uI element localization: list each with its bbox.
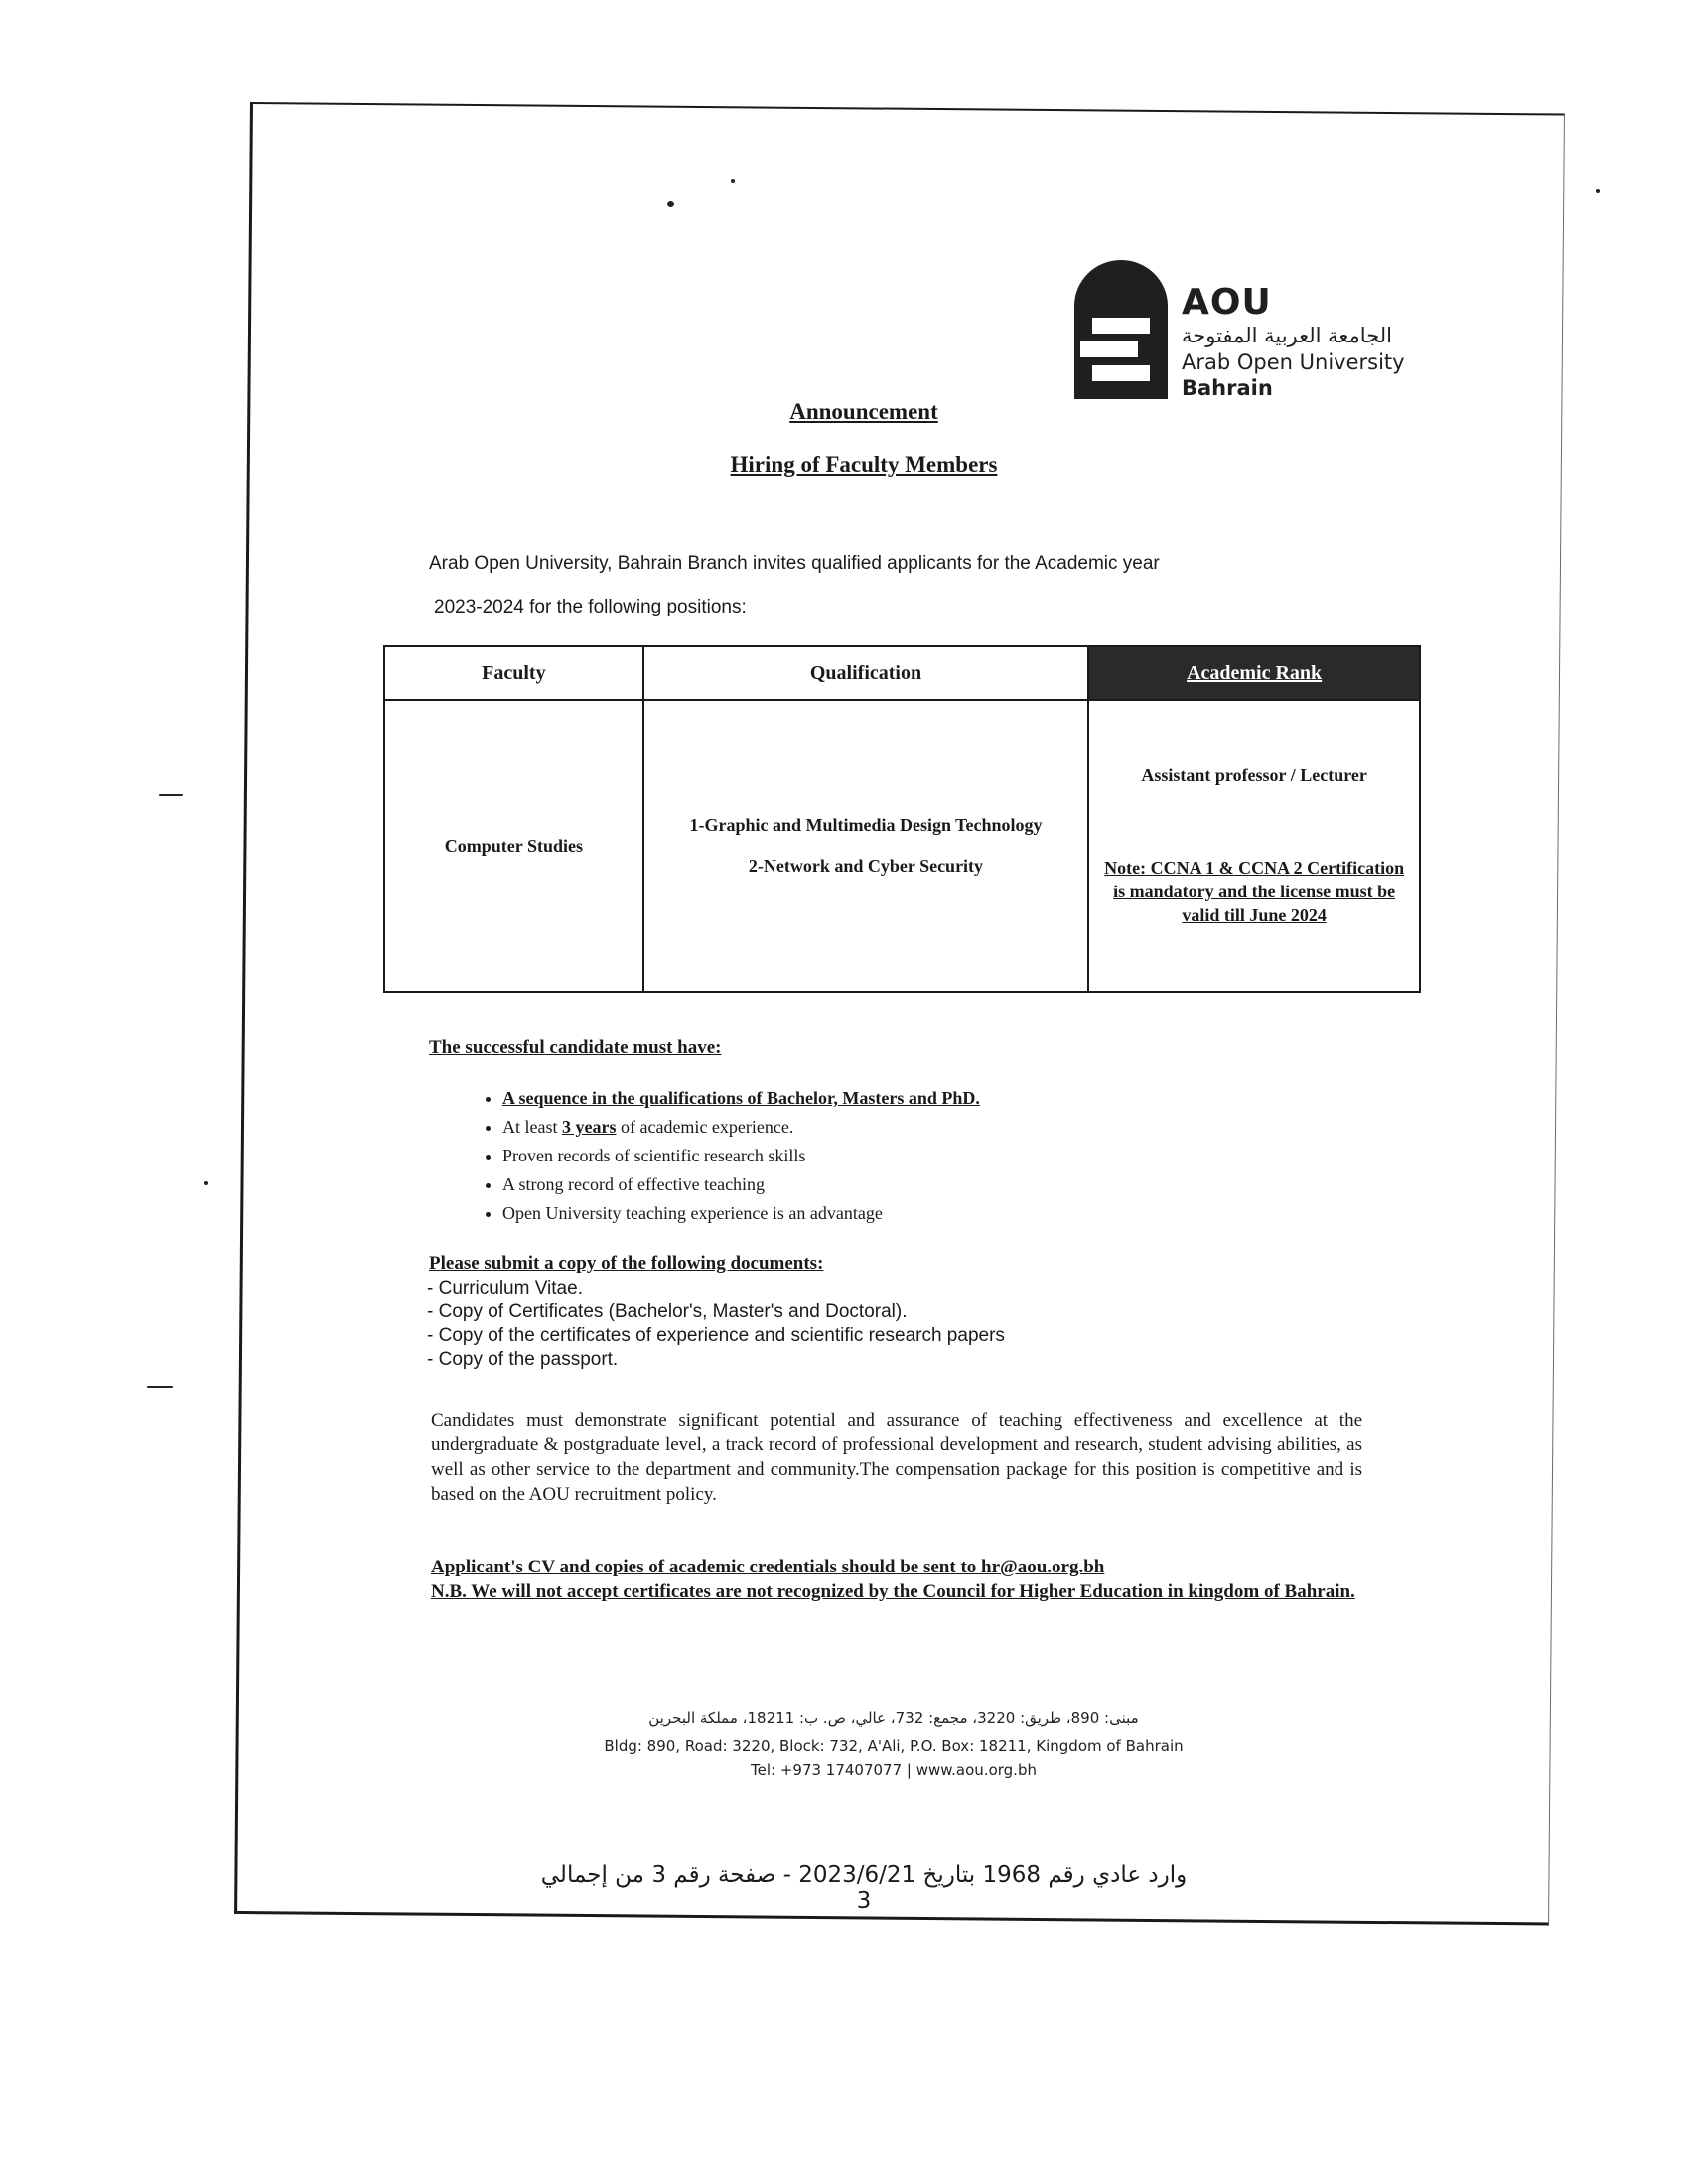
logo-wordmark <box>1182 284 1405 401</box>
application-instructions <box>431 1555 1362 1604</box>
scan-speck <box>667 201 674 207</box>
list-item <box>502 1084 1197 1113</box>
footer-address: Bldg: 890, Road: 3220, Block: 732, A'Ali, P.O. Box: 18211, Kingdom of Bahrain <box>604 1737 1184 1755</box>
scan-speck <box>159 794 183 796</box>
send-instruction: Applicant's CV and copies of academic credentials should be sent to hr@aou.org.bh <box>431 1557 1105 1577</box>
documents-list <box>427 1277 1005 1372</box>
footer-contact: Tel: +973 17407077 | www.aou.org.bh <box>751 1761 1037 1779</box>
requirement-text: A sequence in the qualifications of Bachelor, Masters and PhD. <box>502 1088 980 1108</box>
positions-table <box>383 645 1421 993</box>
list-item: • Proven records of scientific research skills <box>502 1142 1197 1170</box>
page-title: Announcement <box>789 399 938 424</box>
logo-arabic-name: الجامعة العربية المفتوحة <box>1182 324 1392 347</box>
rank-title: Assistant professor / Lecturer <box>1141 764 1367 785</box>
header-academic-rank <box>1088 646 1420 700</box>
requirement-text: At least <box>502 1117 558 1137</box>
scan-speck <box>1596 189 1600 193</box>
cell-faculty: Computer Studies <box>384 700 643 992</box>
aou-logo-icon <box>1074 260 1168 399</box>
qualification-item: 1-Graphic and Multimedia Design Technology <box>689 815 1043 835</box>
list-item: - Copy of Certificates (Bachelor's, Master's and Doctoral). <box>427 1301 908 1322</box>
scan-speck <box>147 1386 173 1388</box>
list-item: - Curriculum Vitae. <box>427 1278 583 1298</box>
logo-city: Bahrain <box>1182 376 1273 400</box>
table-row <box>384 700 1420 992</box>
university-logo <box>1074 260 1452 409</box>
cell-academic-rank <box>1088 700 1420 992</box>
cell-qualification <box>643 700 1088 992</box>
list-item: • A strong record of effective teaching <box>502 1170 1197 1199</box>
logo-abbreviation: AOU <box>1182 282 1272 323</box>
header-qualification: Qualification <box>643 646 1088 700</box>
documents-heading: Please submit a copy of the following documents: <box>429 1253 824 1274</box>
requirement-text: of academic experience. <box>620 1117 794 1137</box>
header-faculty: Faculty <box>384 646 643 700</box>
list-item: • Open University teaching experience is an advantage <box>502 1199 1197 1228</box>
requirements-heading: The successful candidate must have: <box>429 1037 722 1058</box>
logo-english-name: Arab Open University <box>1182 350 1405 374</box>
page-subtitle: Hiring of Faculty Members <box>730 452 998 477</box>
qualification-item: 2-Network and Cyber Security <box>748 856 984 876</box>
intro-line-1: Arab Open University, Bahrain Branch invites qualified applicants for the Academic year <box>429 553 1160 574</box>
scan-speck <box>204 1181 208 1185</box>
intro-line-2: 2023-2024 for the following positions: <box>434 597 747 617</box>
table-header-row <box>384 646 1420 700</box>
list-item: - Copy of the passport. <box>427 1349 619 1370</box>
nb-note: N.B. We will not accept certificates are not recognized by the Council for Higher Education in kingdom of Bahrain. <box>431 1581 1355 1602</box>
requirements-list <box>465 1084 1197 1228</box>
body-paragraph: Candidates must demonstrate significant potential and assurance of teaching effectiveness and excellence at the undergraduate & postgraduate level, a track record of professional development and research, student advising abilities, as well as other service to the department and community.The compensation package for this position is competitive and is based on the AOU recruitment policy. <box>431 1410 1362 1505</box>
incoming-stamp: وارد عادي رقم 1968 بتاريخ 2023/6/21 - صفحة رقم 3 من إجمالي 3 <box>540 1862 1188 1914</box>
certification-note: Note: CCNA 1 & CCNA 2 Certification is mandatory and the license must be valid till June 2024 <box>1104 857 1405 925</box>
list-item: - Copy of the certificates of experience and scientific research papers <box>427 1325 1005 1346</box>
list-item <box>502 1113 1197 1142</box>
header-academic-rank-label: Academic Rank <box>1187 661 1323 684</box>
scan-speck <box>731 179 735 183</box>
footer-arabic-address: مبنى: 890، طريق: 3220، مجمع: 732، عالي، ص. ب: 18211، مملكة البحرين <box>648 1709 1139 1727</box>
requirement-highlight: 3 years <box>562 1117 617 1137</box>
